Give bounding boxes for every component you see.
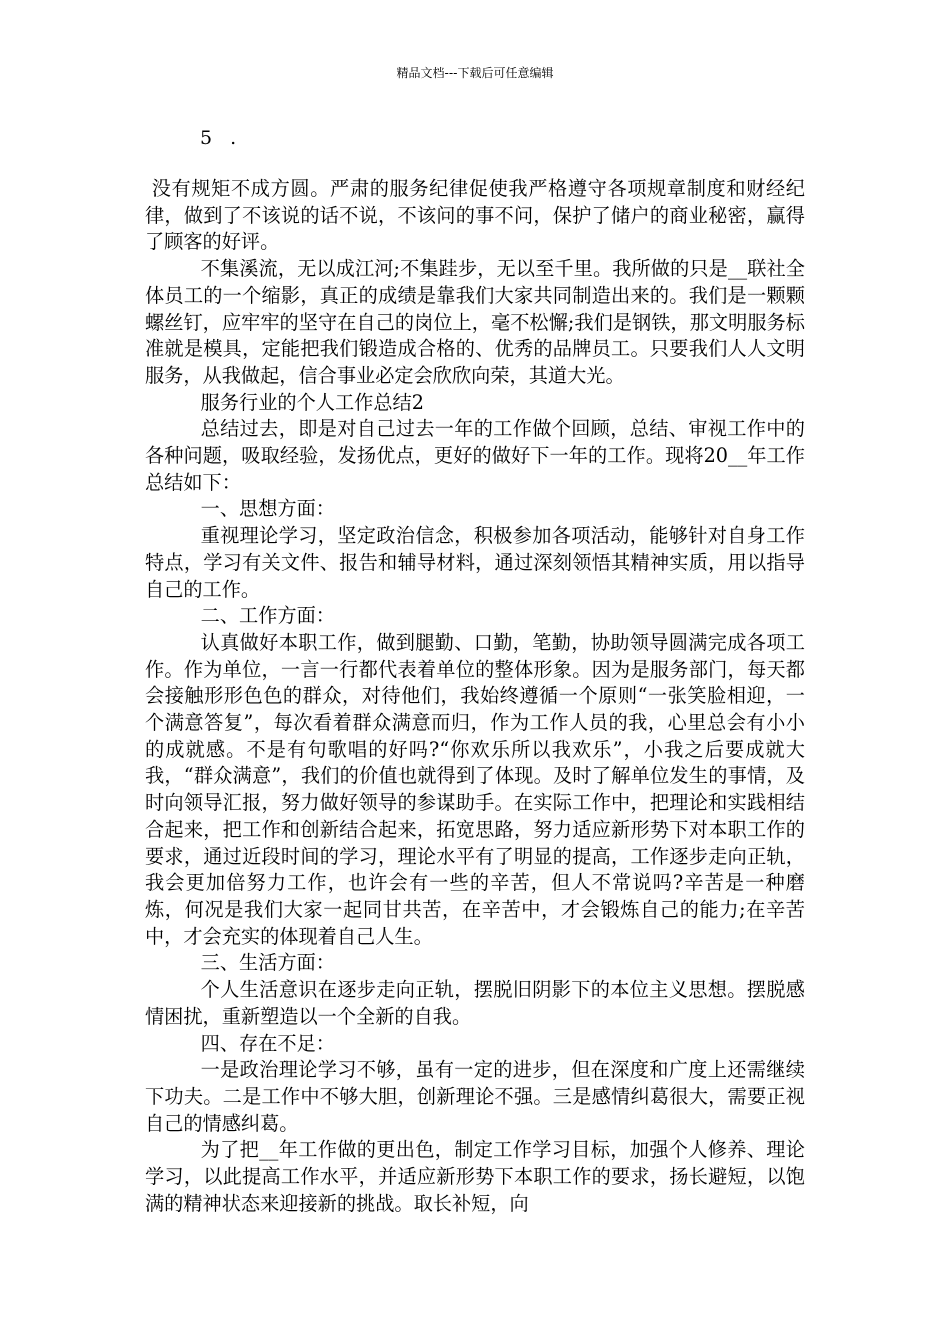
page-header: 精品文档---下载后可任意编辑 (396, 66, 554, 80)
paragraph-life: 个人生活意识在逐步走向正轨，摆脱旧阴影下的本位主义思想。摆脱感情困扰，重新塑造以一个全新的自我。 (145, 978, 805, 1028)
paragraph-thought: 重视理论学习，坚定政治信念，积极参加各项活动，能够针对自身工作特点，学习有关文件、报告和辅导材料，通过深刻领悟其精神实质，用以指导自己的工作。 (145, 524, 805, 601)
paragraph-discipline: 没有规矩不成方圆。严肃的服务纪律促使我严格遵守各项规章制度和财经纪律，做到了不该说的话不说，不该问的事不问，保护了储户的商业秘密，赢得了顾客的好评。 (145, 177, 805, 254)
paragraph-goals: 为了把__年工作做的更出色，制定工作学习目标，加强个人修养、理论学习，以此提高工作水平，并适应新形势下本职工作的要求，扬长避短，以饱满的精神状态来迎接新的挑战。取长补短，向 (145, 1138, 805, 1215)
paragraph-shortcomings: 一是政治理论学习不够，虽有一定的进步，但在深度和广度上还需继续下功夫。二是工作中不够大胆，创新理论不强。三是感情纠葛很大，需要正视自己的情感纠葛。 (145, 1058, 805, 1135)
heading-thought: 一、思想方面： (200, 497, 335, 521)
paragraph-brand-employee: 不集溪流，无以成江河;不集跬步，无以至千里。我所做的只是__联社全体员工的一个缩影，真正的成绩是靠我们大家共同制造出来的。我们是一颗颗螺丝钉，应牢牢的坚守在自己的岗位上，毫不松懈;我们是钢铁，那文明服务标准就是模具，定能把我们锻造成合格的、优秀的品牌员工。只要我们人人文明服务，从我做起，信合事业必定会欣欣向荣，其道大光。 (145, 257, 805, 387)
document-body (145, 176, 805, 1217)
document-title: 服务行业的个人工作总结2 (200, 390, 424, 414)
paragraph-work: 认真做好本职工作，做到腿勤、口勤，笔勤，协助领导圆满完成各项工作。作为单位，一言一行都代表着单位的整体形象。因为是服务部门，每天都会接触形形色色的群众，对待他们，我始终遵循一个原则“一张笑脸相迎，一个满意答复”，每次看着群众满意而归，作为工作人员的我，心里总会有小小的成就感。不是有句歌唱的好吗?“你欢乐所以我欢乐”，小我之后要成就大我，“群众满意”，我们的价值也就得到了体现。及时了解单位发生的事情，及时向领导汇报，努力做好领导的参谋助手。在实际工作中，把理论和实践相结合起来，把工作和创新结合起来，拓宽思路，努力适应新形势下对本职工作的要求，通过近段时间的学习，理论水平有了明显的提高，工作逐步走向正轨，我会更加倍努力工作，也许会有一些的辛苦，但人不常说吗?辛苦是一种磨炼，何况是我们大家一起同甘共苦，在辛苦中，才会锻炼自己的能力;在辛苦中，才会充实的体现着自己人生。 (145, 630, 805, 948)
heading-work: 二、工作方面： (200, 604, 335, 628)
heading-shortcomings: 四、存在不足： (200, 1031, 335, 1055)
section-number: 5 . (200, 127, 243, 149)
paragraph-intro: 总结过去，即是对自己过去一年的工作做个回顾，总结、审视工作中的各种问题，吸取经验，发扬优点，更好的做好下一年的工作。现将20__年工作总结如下： (145, 417, 805, 494)
heading-life: 三、生活方面： (200, 951, 335, 975)
